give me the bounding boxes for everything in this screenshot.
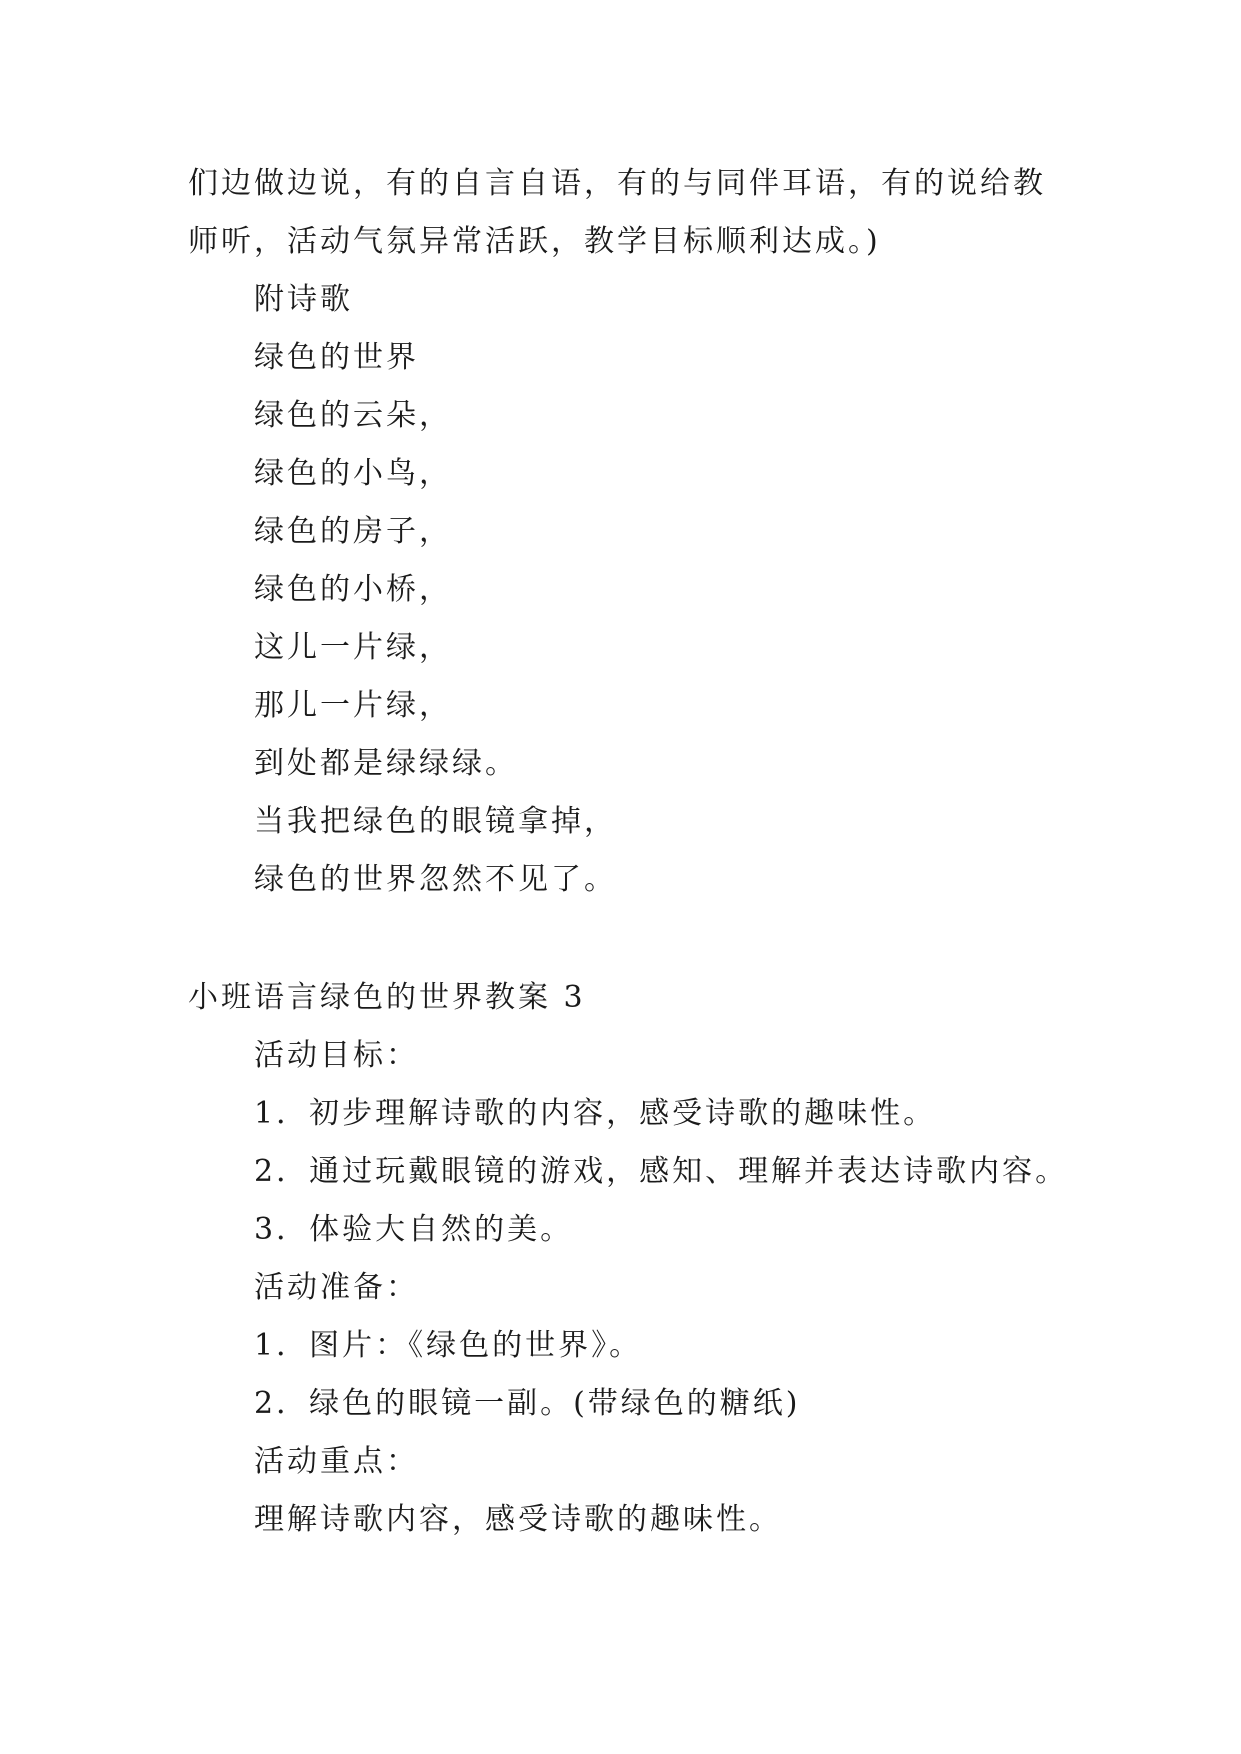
goal-item: 3．体验大自然的美。: [254, 1212, 574, 1247]
goal-item: 1．初步理解诗歌的内容，感受诗歌的趣味性。: [254, 1096, 937, 1131]
goal-item: 2．通过玩戴眼镜的游戏，感知、理解并表达诗歌内容。: [254, 1154, 1069, 1189]
prep-label: 活动准备：: [254, 1270, 419, 1305]
poem-heading: 附诗歌: [254, 282, 353, 317]
poem-line: 当我把绿色的眼镜拿掉，: [254, 804, 617, 839]
prep-item: 2．绿色的眼镜一副。(带绿色的糖纸): [254, 1386, 801, 1421]
focus-text: 理解诗歌内容，感受诗歌的趣味性。: [254, 1502, 782, 1537]
poem-line: 绿色的小桥，: [254, 572, 452, 607]
goals-label: 活动目标：: [254, 1038, 419, 1073]
poem-line: 到处都是绿绿绿。: [254, 746, 518, 781]
poem-line: 绿色的世界忽然不见了。: [254, 862, 617, 897]
focus-label: 活动重点：: [254, 1444, 419, 1479]
intro-line-1: 们边做边说，有的自言自语，有的与同伴耳语，有的说给教: [188, 166, 1046, 201]
poem-title: 绿色的世界: [254, 340, 419, 375]
prep-item: 1．图片：《绿色的世界》。: [254, 1328, 643, 1363]
intro-line-2: 师听，活动气氛异常活跃，教学目标顺利达成。): [188, 224, 881, 259]
poem-line: 那儿一片绿，: [254, 688, 452, 723]
poem-line: 这儿一片绿，: [254, 630, 452, 665]
section-title: 小班语言绿色的世界教案 3: [188, 980, 586, 1015]
poem-line: 绿色的云朵，: [254, 398, 452, 433]
poem-line: 绿色的小鸟，: [254, 456, 452, 491]
poem-line: 绿色的房子，: [254, 514, 452, 549]
